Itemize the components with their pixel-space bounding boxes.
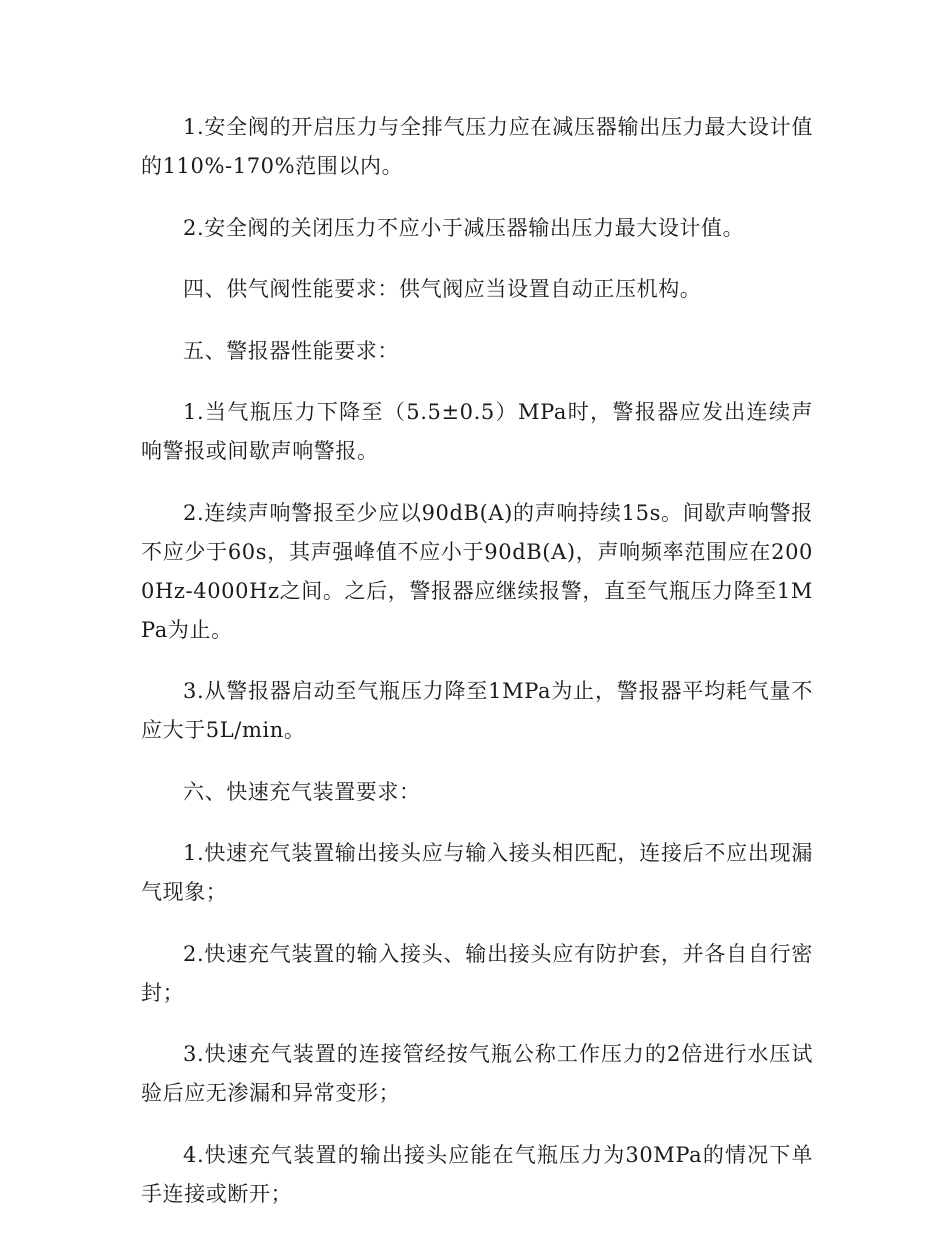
paragraph-alarm-trigger: 1.当气瓶压力下降至（5.5±0.5）MPa时，警报器应发出连续声响警报或间歇声响警报。 bbox=[141, 400, 813, 463]
paragraph-safety-valve-opening: 1.安全阀的开启压力与全排气压力应在减压器输出压力最大设计值的110%-170%范围以内。 bbox=[141, 115, 813, 178]
paragraph-quick-fill-connector: 1.快速充气装置输出接头应与输入接头相匹配，连接后不应出现漏气现象； bbox=[141, 841, 813, 904]
paragraph-quick-fill-one-hand: 4.快速充气装置的输出接头应能在气瓶压力为30MPa的情况下单手连接或断开； bbox=[141, 1142, 813, 1206]
document-body bbox=[141, 108, 813, 1236]
section-heading-quick-fill: 六、快速充气装置要求： bbox=[183, 779, 421, 804]
paragraph-quick-fill-pressure-test: 3.快速充气装置的连接管经按气瓶公称工作压力的2倍进行水压试验后应无渗漏和异常变形； bbox=[141, 1042, 813, 1105]
paragraph-quick-fill-cover: 2.快速充气装置的输入接头、输出接头应有防护套，并各自自行密封； bbox=[141, 941, 813, 1005]
section-heading-supply-valve: 四、供气阀性能要求：供气阀应当设置自动正压机构。 bbox=[183, 277, 702, 301]
paragraph-alarm-consumption: 3.从警报器启动至气瓶压力降至1MPa为止，警报器平均耗气量不应大于5L/min。 bbox=[141, 679, 813, 742]
paragraph-alarm-sound: 2.连续声响警报至少应以90dB(A)的声响持续15s。间歇声响警报不应少于60s，其声强峰值不应小于90dB(A)，声响频率范围应在2000Hz-4000Hz之间。之后，警报器应继续报警，直至气瓶压力降至1MPa为止。 bbox=[141, 500, 813, 642]
paragraph-safety-valve-closing: 2.安全阀的关闭压力不应小于减压器输出压力最大设计值。 bbox=[183, 215, 745, 240]
section-heading-alarm: 五、警报器性能要求： bbox=[183, 338, 399, 363]
